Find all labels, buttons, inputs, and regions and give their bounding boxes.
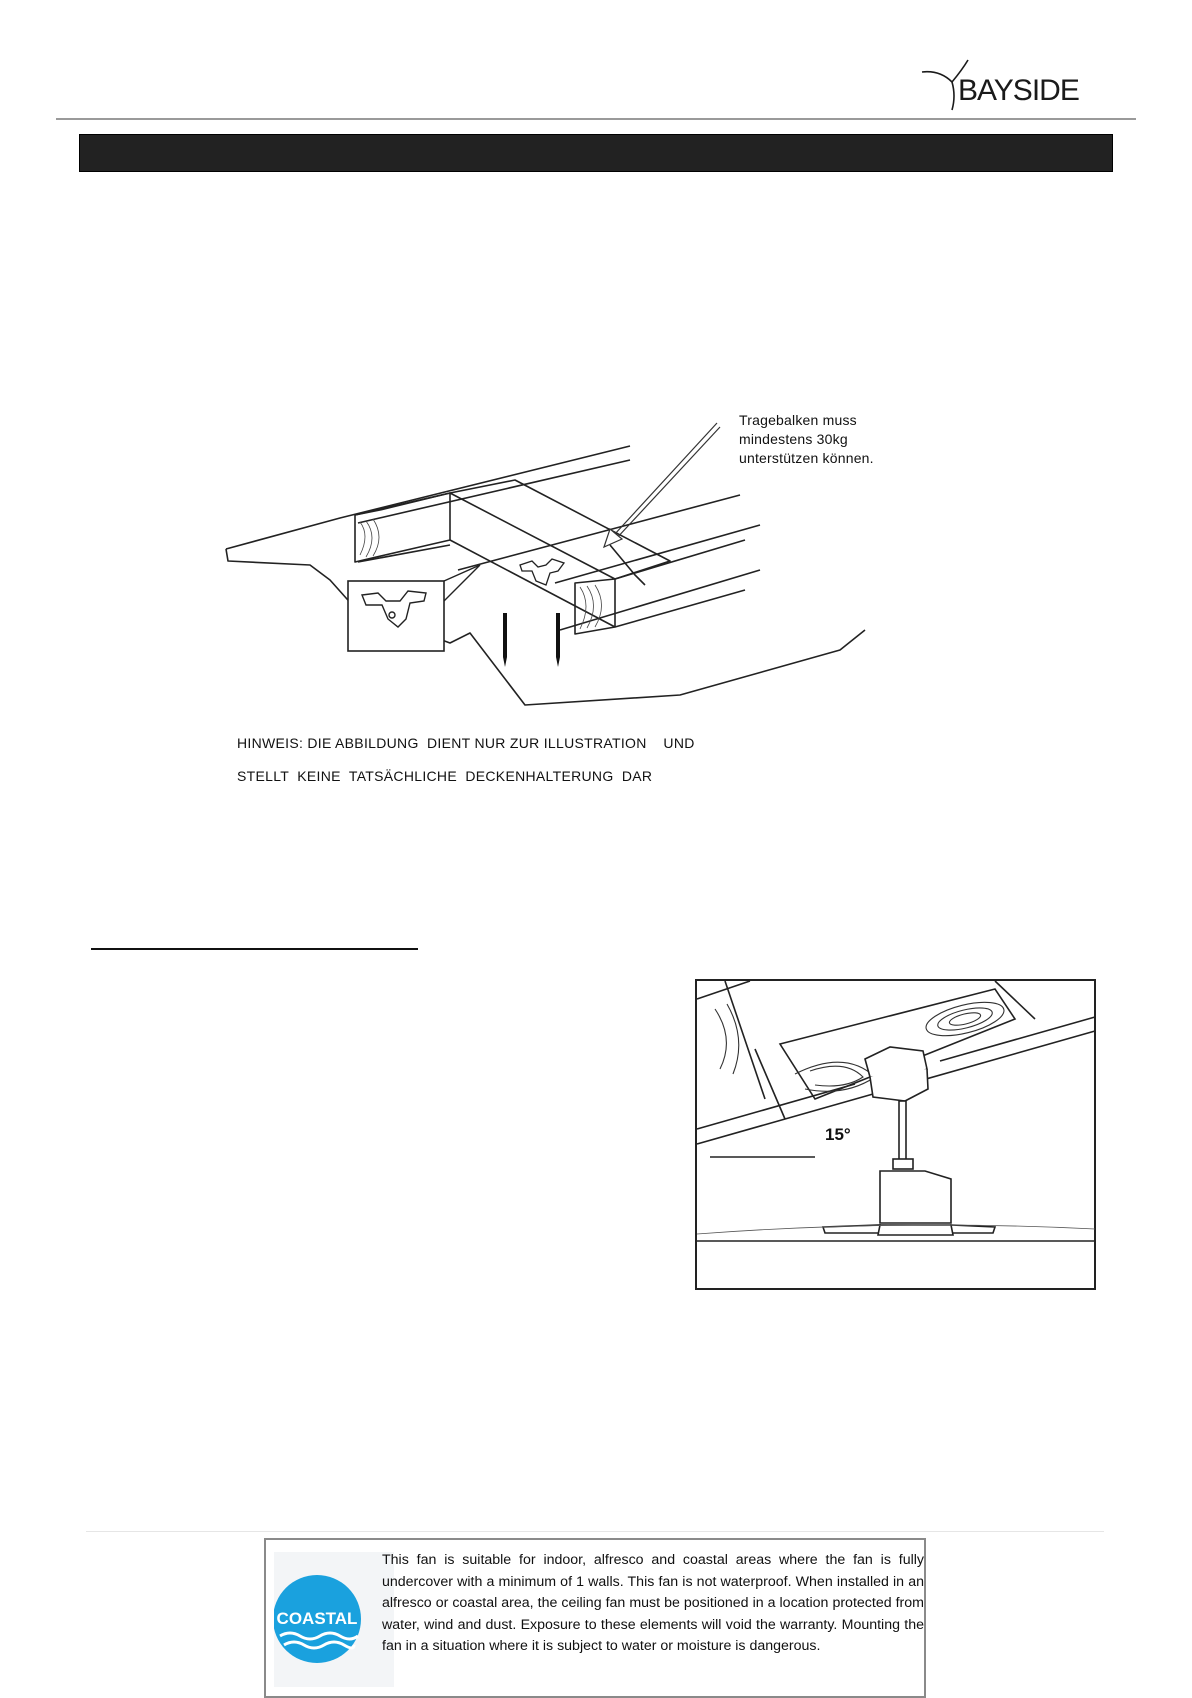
illustration-note-line-2: STELLT KEINE TATSÄCHLICHE DECKENHALTERUNG DAR [237,768,653,784]
brand-name: BAYSIDE [958,74,1079,107]
footer-divider [86,1531,1104,1532]
header-divider [56,118,1136,120]
slope-angle-label: 15° [825,1125,851,1144]
callout-line: mindestens 30kg [739,431,848,447]
coastal-badge [274,1552,394,1687]
sloped-ceiling-fan-illustration [695,979,1097,1291]
coastal-badge-label: COASTAL [276,1609,358,1628]
section-heading-underline [91,948,418,950]
callout-line: unterstützen können. [739,450,874,466]
illustration-note-line-1: HINWEIS: DIE ABBILDUNG DIENT NUR ZUR ILLUSTRATION UND [237,735,695,751]
coastal-wave-icon [274,1552,394,1687]
beam-load-callout [739,411,919,468]
callout-line: Tragebalken muss [739,412,857,428]
coastal-notice [264,1538,926,1698]
section-header-bar [79,134,1113,172]
coastal-notice-text: This fan is suitable for indoor, alfresco and coastal areas where the fan is fully undercover with a minimum of 1 walls. This fan is not waterproof. When installed in an alfresco or coastal area, the ceiling fan must be positioned in a location protected from water, wind and dust. Exposure to these elements will void the warranty. Mounting the fan in a situation where it is subject to water or moisture is dangerous. [382,1552,924,1655]
bayside-logo [918,56,1078,112]
